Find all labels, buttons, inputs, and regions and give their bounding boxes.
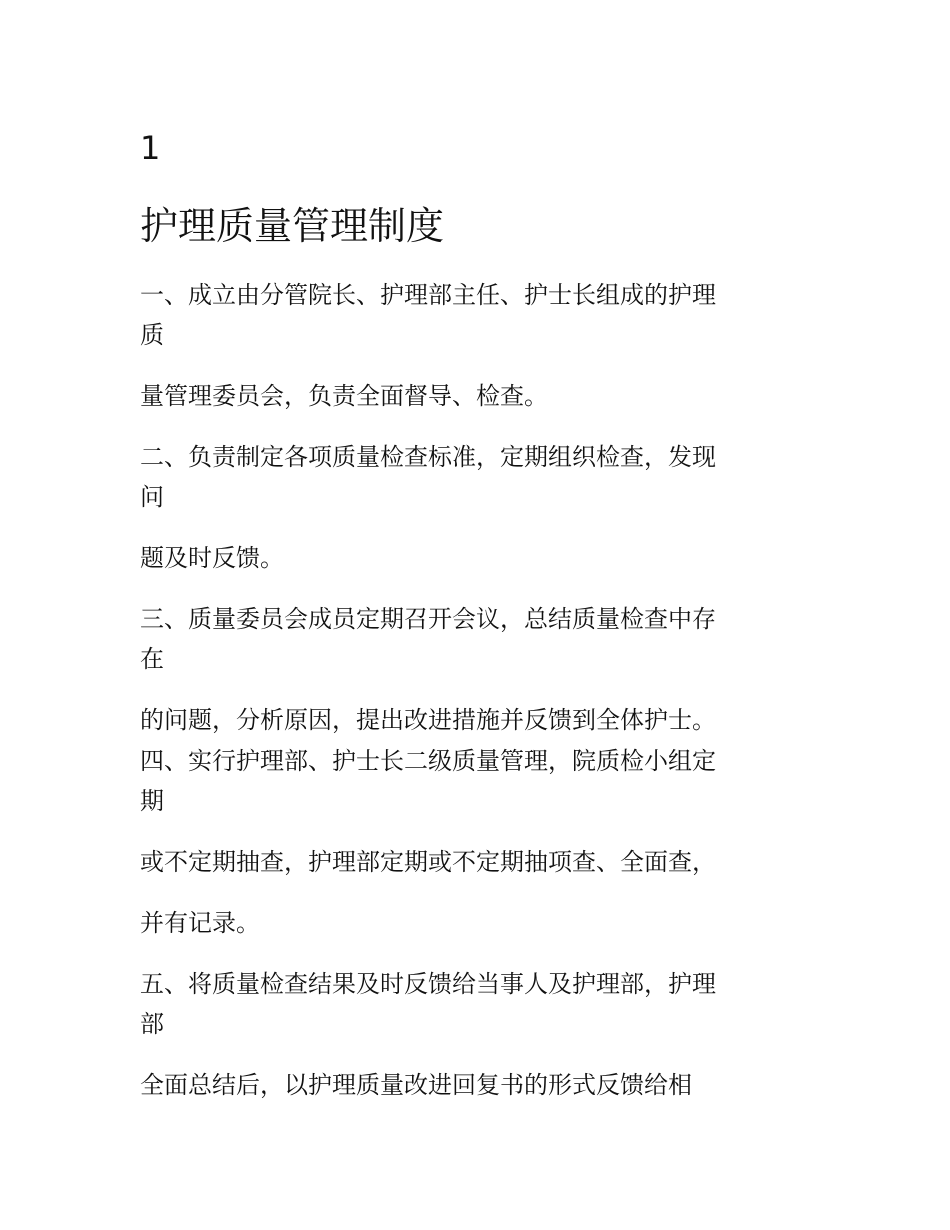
body-line: 问 [140,483,164,511]
body-line: 全面总结后，以护理质量改进回复书的形式反馈给相 [140,1071,692,1099]
body-line: 质 [140,321,164,349]
body-line: 量管理委员会，负责全面督导、检查。 [140,382,548,410]
body-line: 二、负责制定各项质量检查标准，定期组织检查，发现 [140,443,716,471]
document-title: 护理质量管理制度 [140,204,445,248]
body-line: 期 [140,787,164,815]
page-number: 1 [140,129,161,167]
body-line: 部 [140,1010,164,1038]
body-line: 题及时反馈。 [140,544,284,572]
body-line: 或不定期抽查，护理部定期或不定期抽项查、全面查， [140,848,716,876]
body-line: 三、质量委员会成员定期召开会议，总结质量检查中存 [140,605,716,633]
body-line: 并有记录。 [140,909,260,937]
body-line: 的问题，分析原因，提出改进措施并反馈到全体护士。 [140,706,716,734]
body-line: 在 [140,645,164,673]
body-line: 四、实行护理部、护士长二级质量管理，院质检小组定 [140,747,716,775]
body-line: 一、成立由分管院长、护理部主任、护士长组成的护理 [140,281,716,309]
body-line: 五、将质量检查结果及时反馈给当事人及护理部，护理 [140,970,716,998]
